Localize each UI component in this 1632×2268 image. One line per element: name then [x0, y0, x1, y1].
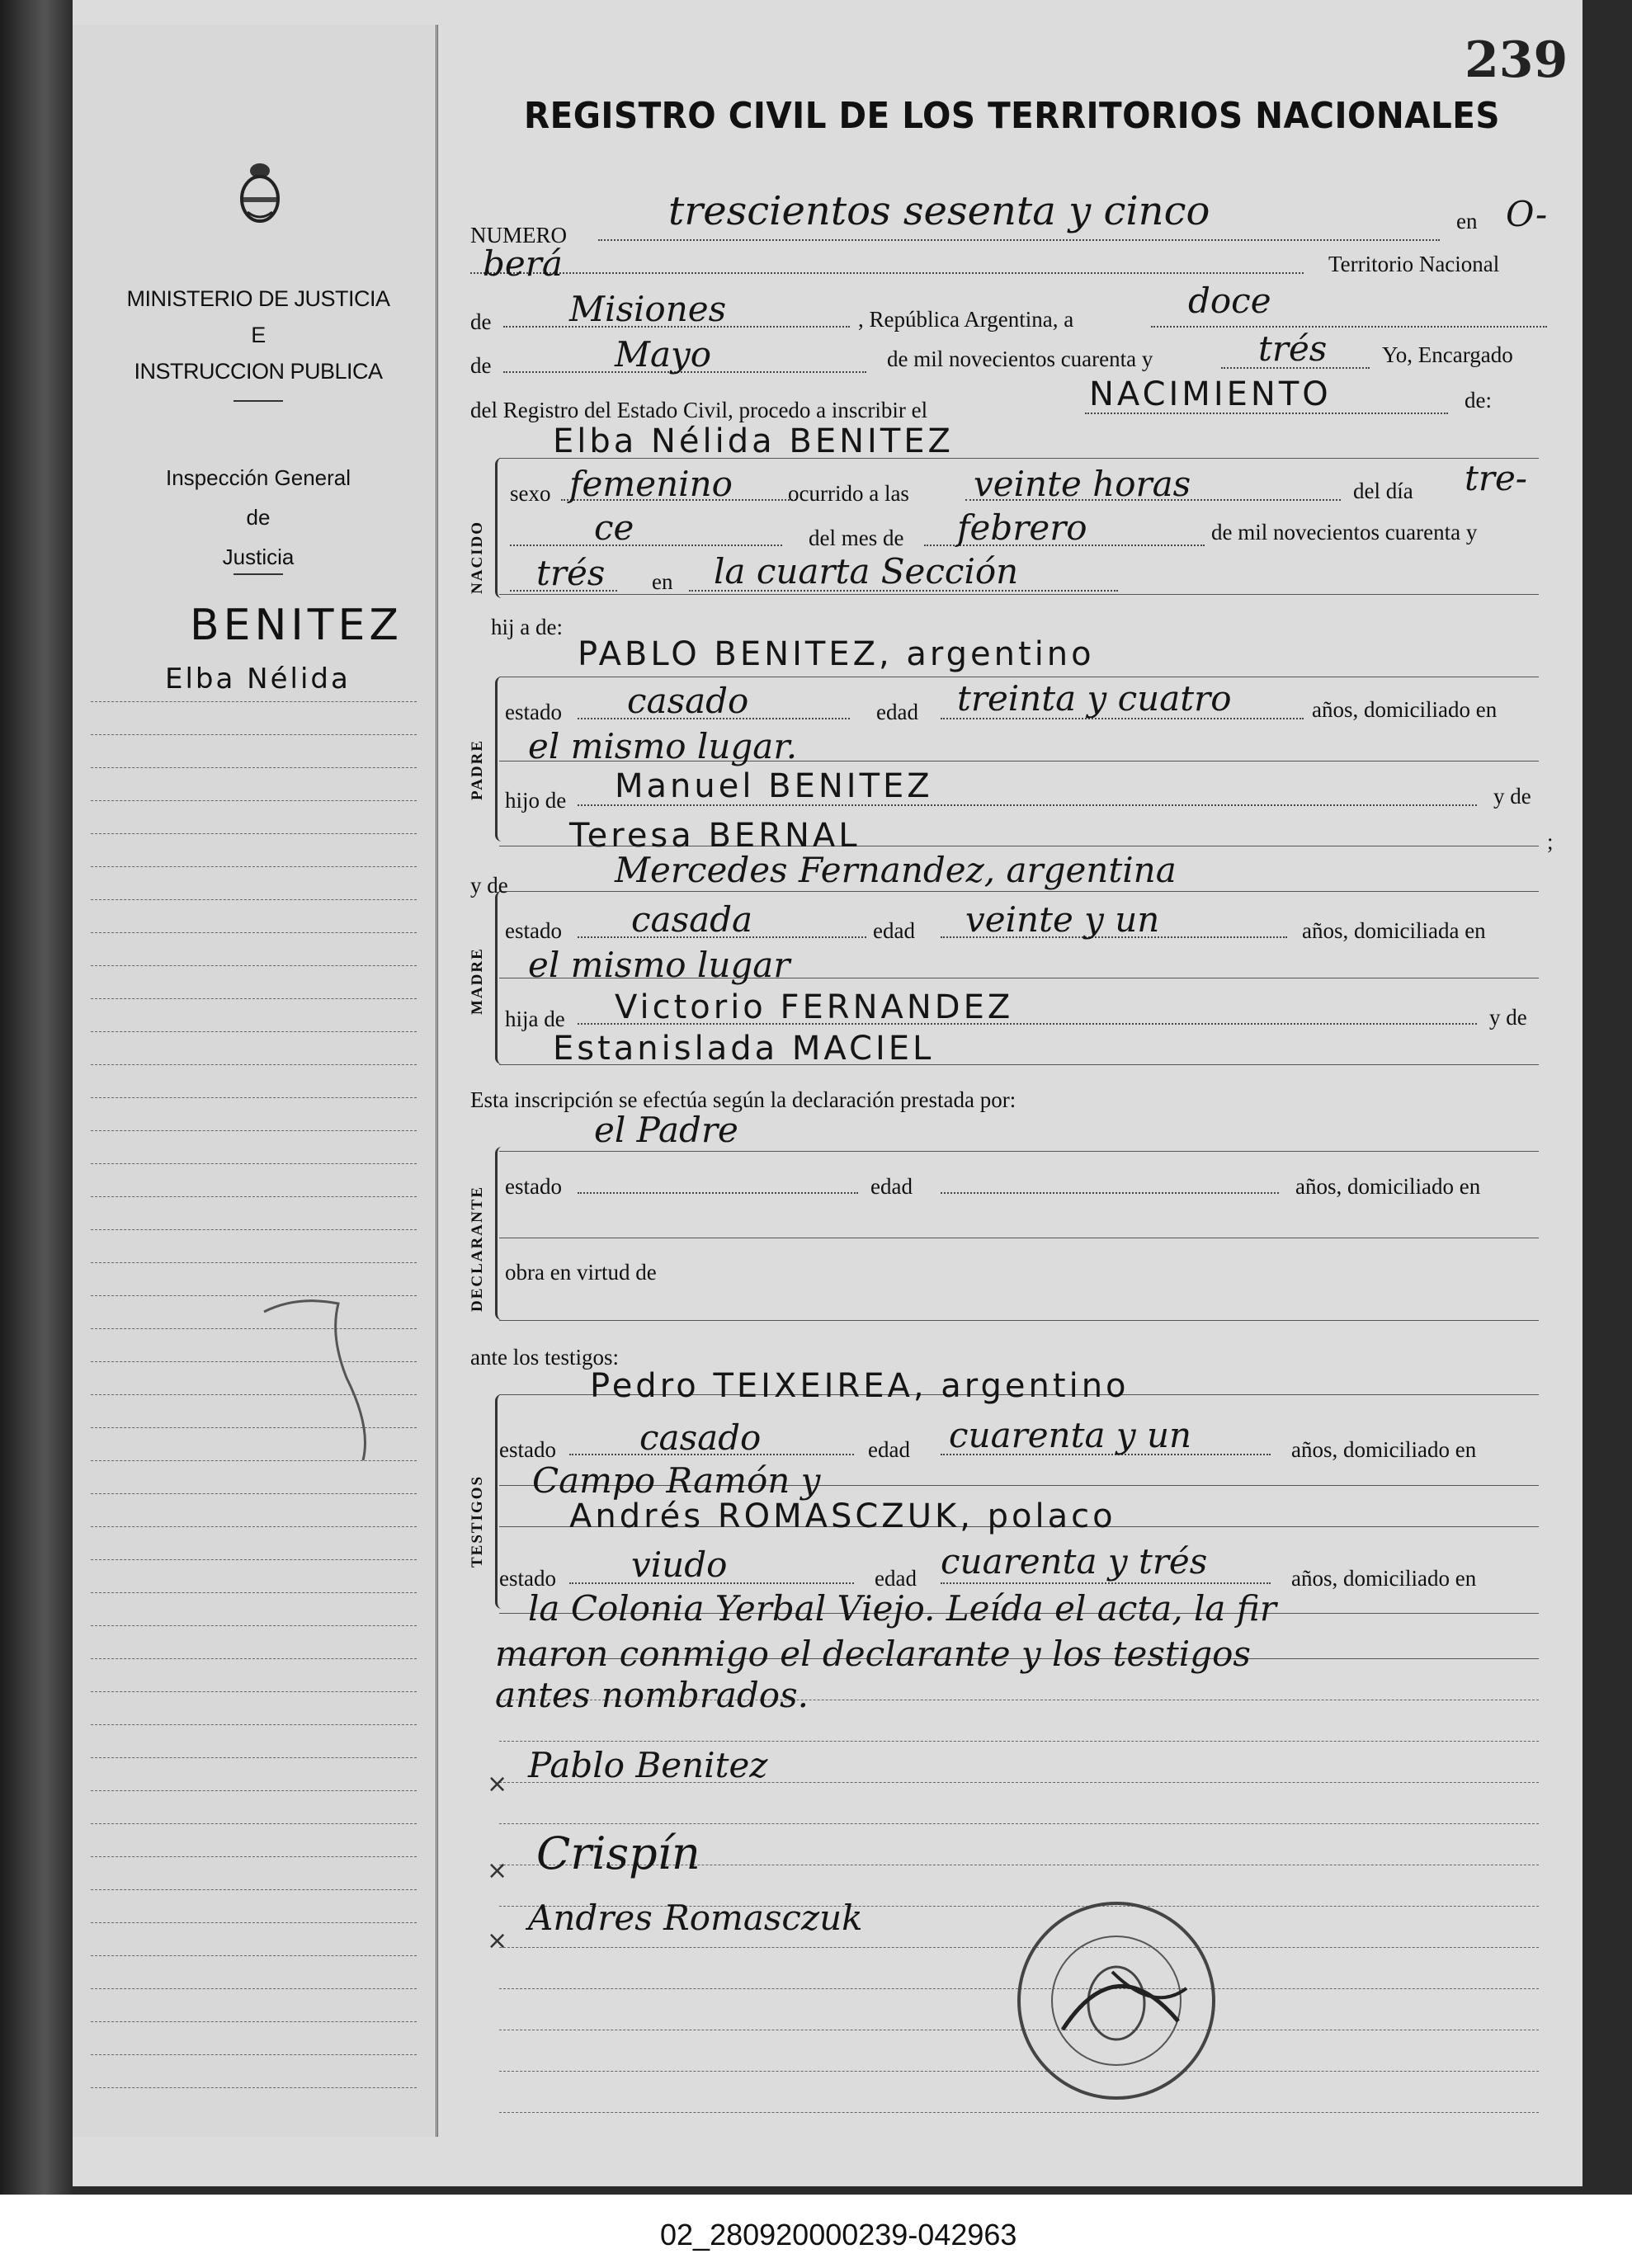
label-estado: estado	[505, 918, 562, 943]
entry-declarante: el Padre	[594, 1110, 738, 1150]
label-anios-domiciliada: años, domiciliada en	[1302, 918, 1486, 943]
label-ocurrido: ocurrido a las	[788, 481, 909, 506]
entry-en-prefix: O-	[1506, 194, 1548, 234]
margin-rule	[91, 1130, 417, 1131]
entry-nombre: Elba Nélida BENITEZ	[553, 422, 954, 460]
form-rule	[499, 891, 1539, 892]
entry-numero: trescientos sesenta y cinco	[668, 188, 1210, 234]
label-testigos-vertical: TESTIGOS	[469, 1474, 486, 1568]
page-title: REGISTRO CIVIL DE LOS TERRITORIOS NACIONALES	[524, 95, 1500, 137]
label-edad: edad	[873, 918, 915, 943]
margin-rule	[91, 1196, 417, 1197]
label-y-de: y de	[1493, 784, 1531, 809]
page-number: 239	[1465, 31, 1568, 89]
form-rule	[499, 1320, 1539, 1321]
entry-dia: doce	[1188, 281, 1271, 321]
margin-rule	[91, 998, 417, 999]
label-de: de	[470, 353, 492, 378]
ministry-heading	[97, 281, 419, 389]
margin-rule	[91, 1229, 417, 1230]
label-declaracion: Esta inscripción se efectúa según la declaración prestada por:	[470, 1087, 1016, 1112]
signature-crispin: Crispín	[536, 1827, 700, 1879]
margin-rule	[91, 1526, 417, 1527]
form-rule	[499, 1151, 1539, 1152]
margin-rule	[91, 899, 417, 900]
entry-acto: NACIMIENTO	[1089, 375, 1332, 413]
margin-rule	[91, 1856, 417, 1857]
label-en: en	[1456, 209, 1478, 233]
margin-rule	[91, 701, 417, 702]
margin-rule	[91, 800, 417, 801]
entry-madre-domicilio: el mismo lugar	[528, 945, 790, 985]
label-nacido: NACIDO	[469, 520, 486, 594]
margin-rule	[91, 1493, 417, 1494]
fill-line	[1085, 413, 1448, 414]
entry-testigo1-domicilio: Campo Ramón y	[532, 1460, 821, 1501]
label-del-mes: del mes de	[809, 526, 904, 550]
fill-line	[598, 239, 1440, 241]
margin-rule	[91, 1790, 417, 1791]
signature-pablo: Pablo Benitez	[528, 1745, 768, 1785]
entry-anio-nac: trés	[536, 553, 606, 593]
inspeccion-line-1: Inspección General	[165, 465, 351, 490]
form-rule	[499, 1741, 1539, 1742]
margin-rule	[91, 1097, 417, 1098]
margin-rule	[91, 2021, 417, 2022]
entry-territorio: Misiones	[569, 289, 727, 329]
entry-padre-edad: treinta y cuatro	[957, 678, 1232, 719]
registry-seal-icon	[1013, 1898, 1219, 2104]
signature-mark: ×	[487, 1770, 508, 1799]
bracket-madre	[495, 891, 509, 1064]
margin-rule	[91, 1724, 417, 1725]
fill-line	[1151, 326, 1547, 328]
margin-rule	[91, 1163, 417, 1164]
label-y-de: y de	[1489, 1005, 1527, 1030]
entry-en-rest: berá	[483, 243, 563, 284]
label-republica: , República Argentina, a	[858, 307, 1074, 332]
fill-line	[941, 1192, 1279, 1194]
inspeccion-heading	[97, 458, 419, 577]
label-de: de	[470, 309, 492, 334]
entry-sexo: femenino	[569, 464, 733, 504]
margin-rule	[91, 1988, 417, 1989]
label-estado: estado	[505, 1174, 562, 1199]
label-hijo-de: hijo de	[505, 788, 567, 813]
margin-rule	[91, 965, 417, 966]
entry-cierre-3: antes nombrados.	[495, 1675, 809, 1715]
entry-mes-nac: febrero	[957, 507, 1087, 548]
label-madre: MADRE	[469, 947, 486, 1015]
entry-cierre-2: maron conmigo el declarante y los testigos	[495, 1634, 1251, 1674]
label-del-registro: del Registro del Estado Civil, procedo a inscribir el	[470, 398, 928, 422]
form-rule	[499, 1823, 1539, 1824]
entry-testigo2: Andrés ROMASCZUK, polaco	[569, 1497, 1116, 1535]
margin-rule	[91, 932, 417, 933]
margin-rule	[91, 1823, 417, 1824]
fill-line	[578, 1192, 858, 1194]
label-y-de-madre: y de	[470, 873, 508, 898]
label-edad: edad	[868, 1437, 910, 1462]
margin-rule	[91, 767, 417, 768]
label-estado: estado	[499, 1437, 556, 1462]
label-sexo: sexo	[510, 481, 551, 506]
label-declarante: DECLARANTE	[469, 1185, 486, 1312]
signature-mark: ×	[487, 1856, 508, 1885]
bracket-declarante	[495, 1147, 509, 1320]
entry-padre: PABLO BENITEZ, argentino	[578, 635, 1095, 673]
adjacent-page-edge	[0, 0, 74, 2195]
entry-dia-nac-2: ce	[594, 507, 634, 548]
entry-hora: veinte horas	[974, 464, 1191, 504]
margin-rule	[91, 734, 417, 735]
entry-testigo2-estado: viudo	[631, 1544, 728, 1585]
entry-cierre-1: la Colonia Yerbal Viejo. Leída el acta, la fir	[528, 1588, 1276, 1629]
margin-divider	[233, 400, 283, 402]
entry-abuelo-materno: Victorio FERNANDEZ	[615, 988, 1014, 1026]
margin-rule	[91, 2054, 417, 2055]
label-de-mil-y: de mil novecientos cuarenta y	[1211, 520, 1478, 545]
margin-rule	[91, 1262, 417, 1263]
ministry-line-1: MINISTERIO DE JUSTICIA	[126, 286, 390, 311]
signature-andres: Andres Romasczuk	[528, 1898, 863, 1938]
signature-mark: ×	[487, 1926, 508, 1955]
bracket-nacido	[495, 458, 509, 598]
inspeccion-line-2: de	[246, 505, 271, 530]
margin-pencil-mark	[248, 1287, 388, 1469]
margin-rule	[91, 1031, 417, 1032]
label-de-colon: de:	[1465, 388, 1492, 413]
inspeccion-line-3: Justicia	[222, 545, 295, 569]
label-hija-de-2: hija de	[505, 1007, 565, 1031]
entry-anio: trés	[1258, 328, 1328, 369]
ministry-line-2: E	[251, 323, 266, 347]
label-semicolon: ;	[1547, 829, 1554, 854]
label-numero: NUMERO	[470, 223, 568, 248]
margin-rule	[91, 1955, 417, 1956]
file-reference: 02_280920000239-042963	[660, 2218, 1017, 2251]
label-anios-domiciliado: años, domiciliado en	[1312, 697, 1498, 722]
ministry-line-3: INSTRUCCION PUBLICA	[134, 359, 383, 384]
label-yo-encargado: Yo, Encargado	[1382, 342, 1513, 367]
margin-rule	[91, 866, 417, 867]
entry-mes: Mayo	[615, 334, 712, 375]
entry-lugar-nac: la cuarta Sección	[714, 551, 1019, 592]
entry-madre-edad: veinte y un	[965, 899, 1160, 940]
fill-line	[941, 1582, 1271, 1584]
label-edad: edad	[870, 1174, 913, 1199]
label-anios-domiciliado: años, domiciliado en	[1295, 1174, 1481, 1199]
margin-rule	[91, 1922, 417, 1923]
label-edad: edad	[875, 1566, 917, 1591]
margin-rule	[91, 1625, 417, 1626]
entry-padre-domicilio: el mismo lugar.	[528, 726, 798, 766]
entry-madre-estado: casada	[631, 899, 753, 940]
margin-rule	[91, 1064, 417, 1065]
margin-rule	[91, 833, 417, 834]
margin-given-names: Elba Nélida	[165, 662, 351, 695]
margin-rule	[91, 1559, 417, 1560]
margin-rule	[91, 2087, 417, 2088]
fill-line	[470, 272, 1304, 274]
margin-divider	[233, 573, 283, 575]
margin-rule	[91, 1658, 417, 1659]
label-testigos: ante los testigos:	[470, 1345, 619, 1370]
form-rule	[499, 2112, 1539, 2113]
entry-testigo1: Pedro TEIXEIREA, argentino	[590, 1367, 1130, 1405]
label-anios-domiciliado: años, domiciliado en	[1291, 1437, 1477, 1462]
footer-bar	[0, 2195, 1632, 2268]
margin-surname: BENITEZ	[190, 601, 403, 650]
margin-rule	[91, 1691, 417, 1692]
label-hija-de: hij a de:	[491, 615, 563, 639]
label-padre: PADRE	[469, 738, 486, 800]
label-territorio: Territorio Nacional	[1328, 252, 1500, 276]
label-estado: estado	[505, 700, 562, 724]
entry-testigo2-edad: cuarenta y trés	[941, 1541, 1208, 1582]
fill-line	[510, 545, 782, 546]
entry-madre: Mercedes Fernandez, argentina	[615, 850, 1177, 890]
entry-abuela-materna: Estanislada MACIEL	[553, 1030, 935, 1068]
label-estado: estado	[499, 1566, 556, 1591]
entry-dia-nac-1: tre-	[1465, 458, 1528, 498]
entry-abuela-paterna: Teresa BERNAL	[569, 817, 861, 855]
label-del-dia: del día	[1353, 479, 1413, 503]
entry-padre-estado: casado	[627, 681, 749, 721]
label-obra: obra en virtud de	[505, 1260, 657, 1285]
margin-rule	[91, 1592, 417, 1593]
label-en-lugar: en	[652, 569, 673, 594]
margin-rule	[91, 1757, 417, 1758]
entry-abuelo-paterno: Manuel BENITEZ	[615, 767, 933, 805]
label-edad: edad	[876, 700, 918, 724]
margin-text-layer	[73, 25, 436, 2137]
label-anios-domiciliado: años, domiciliado en	[1291, 1566, 1477, 1591]
entry-testigo1-estado: casado	[639, 1417, 762, 1458]
entry-testigo1-edad: cuarenta y un	[949, 1415, 1192, 1455]
label-de-mil: de mil novecientos cuarenta y	[887, 347, 1153, 371]
margin-rule	[91, 1889, 417, 1890]
